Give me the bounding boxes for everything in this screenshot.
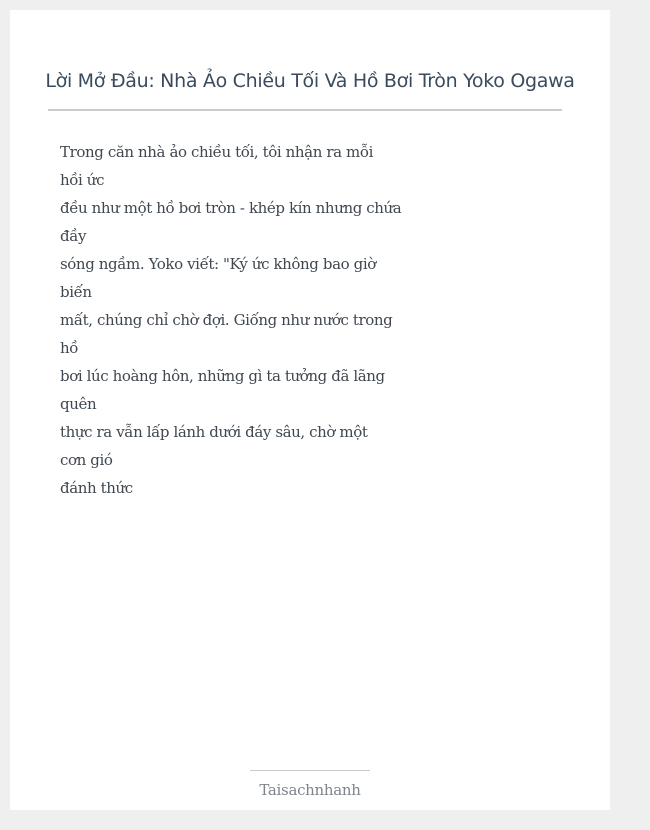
body-line: cơn gió (60, 451, 113, 469)
body-line: biến (60, 283, 92, 301)
body-line: đều như một hồ bơi tròn - khép kín nhưng chứa (60, 199, 402, 217)
body-line: thực ra vẫn lấp lánh dưới đáy sâu, chờ một (60, 423, 368, 441)
page-title: Lời Mở Đầu: Nhà Ảo Chiều Tối Và Hồ Bơi Tròn Yoko Ogawa (45, 70, 575, 92)
body-line: mất, chúng chỉ chờ đợi. Giống như nước trong (60, 311, 393, 329)
body-line: hồi ức (60, 171, 105, 189)
body-line: quên (60, 395, 97, 413)
body-line: sóng ngầm. Yoko viết: "Ký ức không bao giờ (60, 255, 376, 273)
body-line: đầy (60, 227, 87, 245)
document-page (10, 10, 610, 810)
body-line: đánh thức (60, 479, 133, 497)
footer-divider (250, 770, 370, 771)
footer-credit: Taisachnhanh (259, 781, 361, 799)
body-line: hồ (60, 339, 79, 357)
body-line: Trong căn nhà ảo chiều tối, tôi nhận ra mỗi (60, 143, 374, 161)
body-line: bơi lúc hoàng hôn, những gì ta tưởng đã lãng (60, 367, 385, 385)
body-text (60, 138, 420, 502)
title-divider (48, 109, 562, 111)
